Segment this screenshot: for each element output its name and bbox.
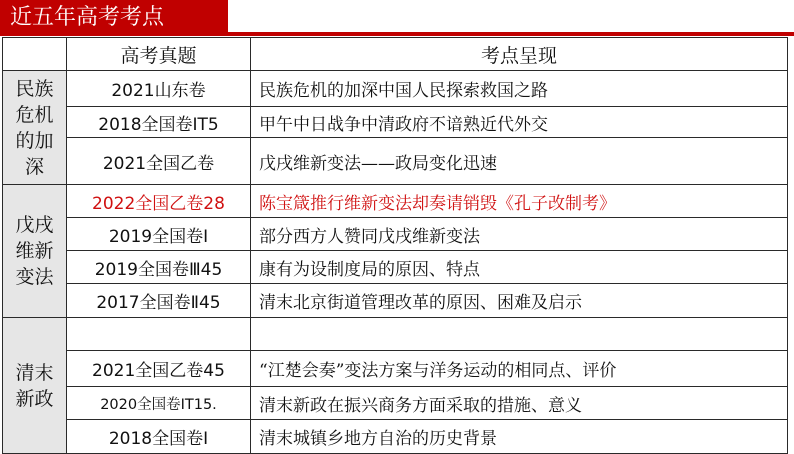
point-cell: 清末城镇乡地方自治的历史背景	[251, 420, 788, 454]
header-exam: 高考真题	[67, 38, 251, 71]
exam-points-table	[2, 37, 788, 454]
exam-cell: 2022全国乙卷28	[67, 185, 251, 218]
blank-cell	[67, 318, 251, 351]
table-row	[3, 107, 788, 138]
point-cell: 清末新政在振兴商务方面采取的措施、意义	[251, 387, 788, 420]
exam-cell: 2020全国卷ⅠT15.	[67, 387, 251, 420]
table-row	[3, 420, 788, 454]
point-cell: 陈宝箴推行维新变法却奏请销毁《孔子改制考》	[251, 185, 788, 218]
category-cell: 戊戌 维新 变法	[3, 185, 67, 318]
exam-cell: 2021全国乙卷45	[67, 351, 251, 387]
blank-cell	[251, 318, 788, 351]
point-cell: “江楚会奏”变法方案与洋务运动的相同点、评价	[251, 351, 788, 387]
table-row	[3, 138, 788, 185]
point-cell: 民族危机的加深中国人民探索救国之路	[251, 71, 788, 107]
exam-cell: 2017全国卷Ⅱ45	[67, 284, 251, 318]
point-cell: 康有为设制度局的原因、特点	[251, 251, 788, 284]
title-underline	[228, 32, 794, 36]
exam-cell: 2021山东卷	[67, 71, 251, 107]
category-cell: 清末 新政	[3, 318, 67, 454]
table-row	[3, 251, 788, 284]
table-header-row	[3, 38, 788, 71]
table-row	[3, 185, 788, 218]
point-cell: 部分西方人赞同戊戌维新变法	[251, 218, 788, 251]
point-cell: 甲午中日战争中清政府不谙熟近代外交	[251, 107, 788, 138]
table-row	[3, 218, 788, 251]
table-row	[3, 284, 788, 318]
header-blank	[3, 38, 67, 71]
page-title: 近五年高考考点	[0, 0, 228, 36]
exam-cell: 2018全国卷ⅠT5	[67, 107, 251, 138]
exam-cell: 2019全国卷Ⅲ45	[67, 251, 251, 284]
exam-cell: 2021全国乙卷	[67, 138, 251, 185]
table-row	[3, 387, 788, 420]
point-cell: 清末北京街道管理改革的原因、困难及启示	[251, 284, 788, 318]
table-row	[3, 351, 788, 387]
point-cell: 戊戌维新变法——政局变化迅速	[251, 138, 788, 185]
table-row	[3, 71, 788, 107]
exam-cell: 2019全国卷Ⅰ	[67, 218, 251, 251]
exam-cell: 2018全国卷Ⅰ	[67, 420, 251, 454]
table-row-blank	[3, 318, 788, 351]
category-cell: 民族 危机 的加 深	[3, 71, 67, 185]
header-point: 考点呈现	[251, 38, 788, 71]
